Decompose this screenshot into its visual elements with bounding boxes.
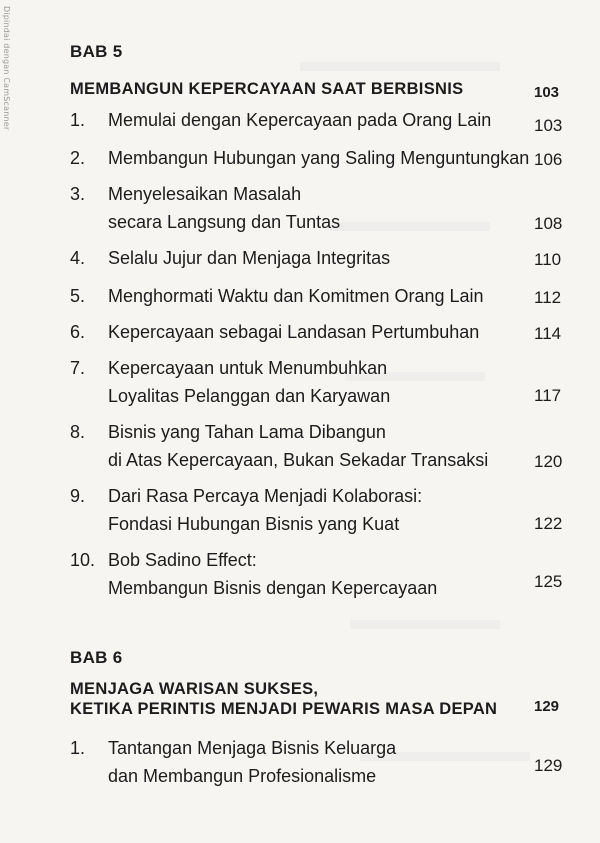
entry-page-5-8: 120 [534,452,563,471]
bab6-label: BAB 6 [70,648,123,667]
entry-number: 8. [70,422,86,442]
entry-title: Dari Rasa Percaya Menjadi Kolaborasi: [108,486,423,506]
entry-title: Memulai dengan Kepercayaan pada Orang Lain [108,110,492,130]
camscanner-watermark: Dipindai dengan CamScanner [2,6,11,131]
entry-page-5-2: 106 [534,150,563,169]
toc-entry-5-4[interactable] [70,244,390,272]
entry-title-continued: secara Langsung dan Tuntas [108,212,341,232]
entry-page-5-5: 112 [534,288,562,307]
entry-title-continued: di Atas Kepercayaan, Bukan Sekadar Transaksi [108,450,489,470]
entry-number: 1. [70,738,86,758]
entry-number: 7. [70,358,86,378]
toc-entry-5-5[interactable] [70,282,484,310]
entry-title-continued: Loyalitas Pelanggan dan Karyawan [108,386,391,406]
entry-title: Selalu Jujur dan Menjaga Integritas [108,248,391,268]
toc-entry-5-10[interactable] [70,546,437,602]
entry-number: 9. [70,486,86,506]
toc-entry-5-7[interactable] [70,354,390,410]
entry-number: 6. [70,322,86,342]
entry-number: 10. [70,550,96,570]
entry-title-continued: dan Membangun Profesionalisme [108,766,377,786]
entry-page-5-1: 103 [534,116,563,135]
bab6-page: 129 [534,698,560,715]
bab6-title-line2: KETIKA PERINTIS MENJADI PEWARIS MASA DEPAN [70,700,498,718]
entry-title: Menghormati Waktu dan Komitmen Orang Lain [108,286,484,306]
entry-number: 3. [70,184,86,204]
entry-page-5-4: 110 [534,250,562,269]
entry-number: 4. [70,248,86,268]
entry-title: Kepercayaan sebagai Landasan Pertumbuhan [108,322,480,342]
entry-page-5-3: 108 [534,214,563,233]
toc-entry-5-3[interactable] [70,180,340,236]
entry-title: Bob Sadino Effect: [108,550,257,570]
toc-entry-5-6[interactable] [70,318,479,346]
entry-number: 5. [70,286,86,306]
entry-title: Bisnis yang Tahan Lama Dibangun [108,422,386,442]
entry-title-continued: Fondasi Hubungan Bisnis yang Kuat [108,514,400,534]
bab5-title: MEMBANGUN KEPERCAYAAN SAAT BERBISNIS [70,80,464,98]
bab5-page: 103 [534,84,560,101]
entry-number: 1. [70,110,86,130]
entry-title: Membangun Hubungan yang Saling Menguntungkan [108,148,530,168]
entry-title-continued: Membangun Bisnis dengan Kepercayaan [108,578,438,598]
bab5-label: BAB 5 [70,42,123,61]
entry-number: 2. [70,148,86,168]
entry-title: Kepercayaan untuk Menumbuhkan [108,358,388,378]
toc-entry-5-2[interactable] [70,144,529,172]
toc-entry-5-8[interactable] [70,418,488,474]
toc-entry-6-1[interactable] [70,734,396,790]
toc-entry-5-1[interactable] [70,106,491,134]
entry-page-5-9: 122 [534,514,563,533]
entry-page-6-1: 129 [534,756,563,775]
entry-page-5-10: 125 [534,572,563,591]
entry-title: Menyelesaikan Masalah [108,184,302,204]
entry-title: Tantangan Menjaga Bisnis Keluarga [108,738,397,758]
toc-entry-5-9[interactable] [70,482,422,538]
entry-page-5-6: 114 [534,324,562,343]
bab6-title-line1: MENJAGA WARISAN SUKSES, [70,680,319,698]
entry-page-5-7: 117 [534,386,562,405]
